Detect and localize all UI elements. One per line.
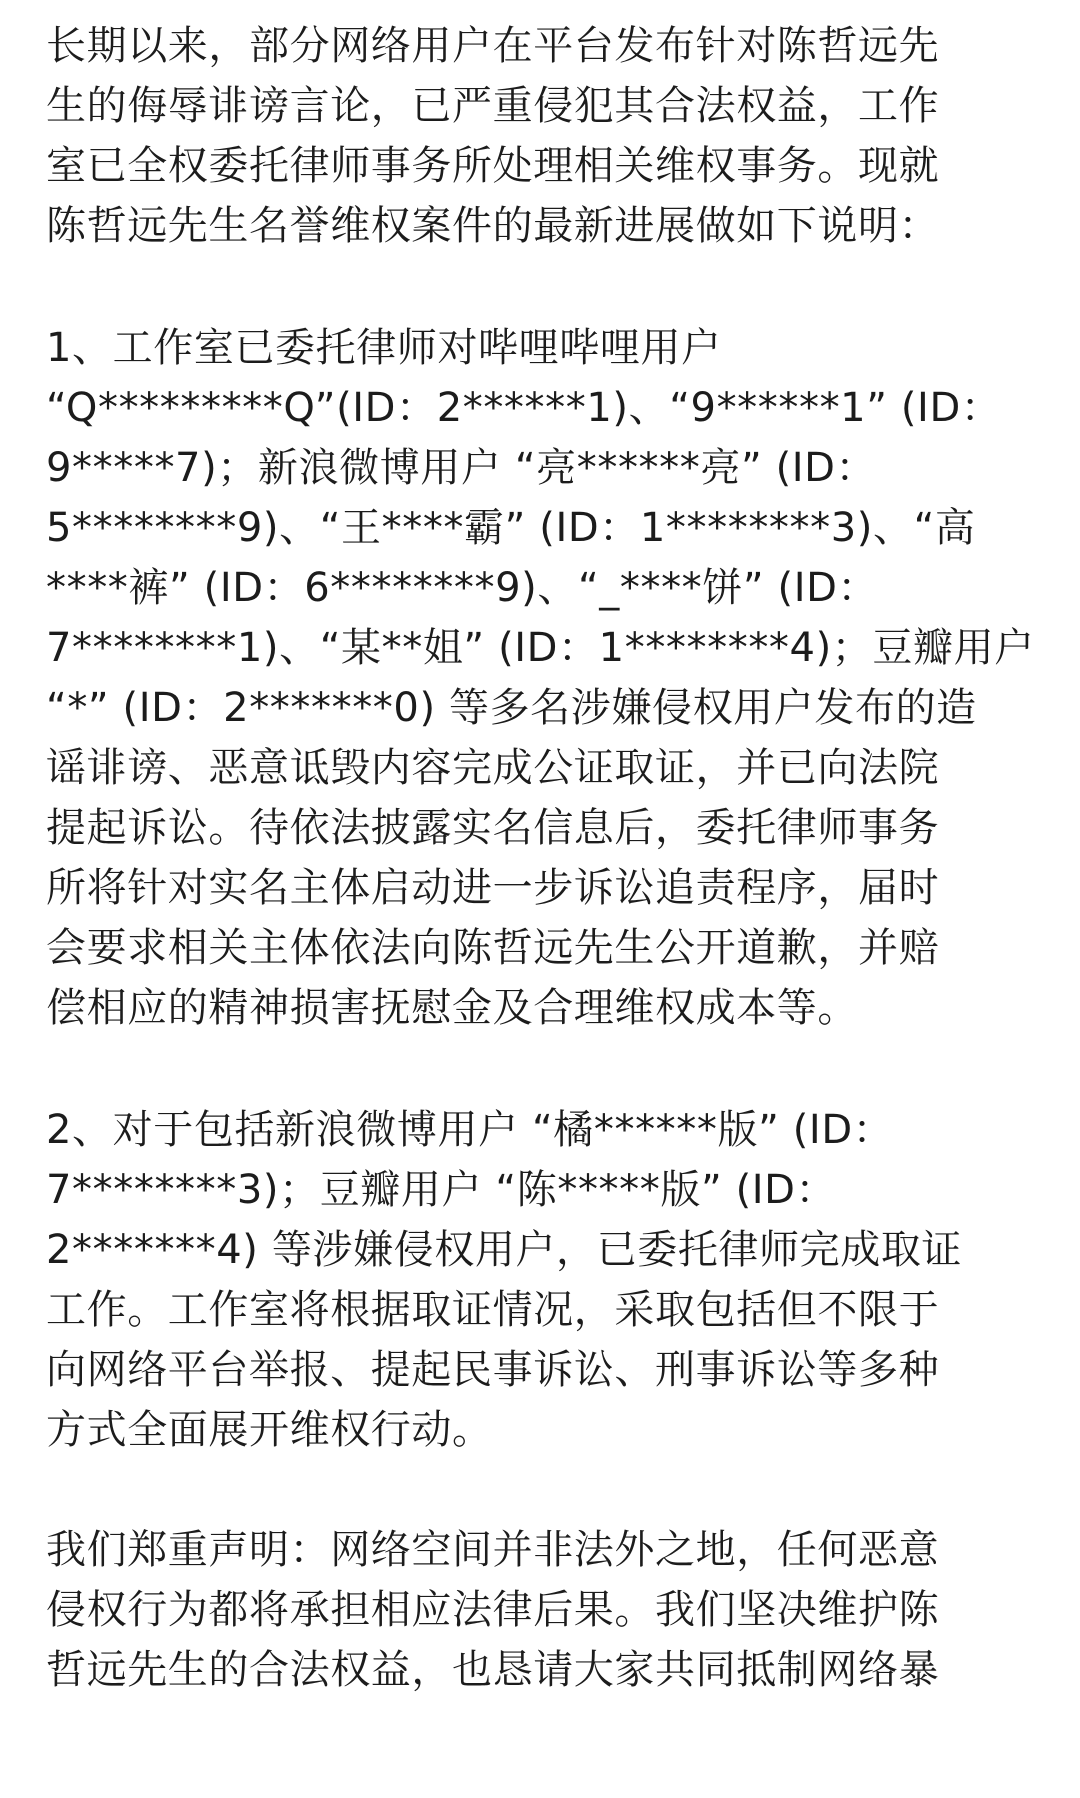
text-line: 所将针对实名主体启动进一步诉讼追责程序，届时 [46,865,940,911]
text-line: 生的侮辱诽谤言论，已严重侵犯其合法权益，工作 [46,83,940,129]
text-line: 向网络平台举报、提起民事诉讼、刑事诉讼等多种 [46,1347,940,1393]
text-line: 哲远先生的合法权益，也恳请大家共同抵制网络暴 [46,1647,940,1693]
statement-document [46,0,1046,1700]
text-line: 1、工作室已委托律师对哔哩哔哩用户 [46,325,722,371]
text-line: “*” (ID：2*******0) 等多名涉嫌侵权用户发布的造 [46,685,977,731]
text-line: 室已全权委托律师事务所处理相关维权事务。现就 [46,143,940,189]
text-line: 侵权行为都将承担相应法律后果。我们坚决维护陈 [46,1587,940,1633]
text-line: 工作。工作室将根据取证情况，采取包括但不限于 [46,1287,940,1333]
text-line: 2*******4) 等涉嫌侵权用户，已委托律师完成取证 [46,1227,963,1273]
text-line: 方式全面展开维权行动。 [46,1407,493,1453]
paragraph-gap [46,1038,1046,1100]
text-line: 会要求相关主体依法向陈哲远先生公开道歉，并赔 [46,925,940,971]
text-line: 长期以来，部分网络用户在平台发布针对陈哲远先 [46,23,940,69]
text-line: 5********9)、“王****霸” (ID：1********3)、“高 [46,505,976,551]
statement-paragraph [46,1520,1046,1700]
text-line: 陈哲远先生名誉维权案件的最新进展做如下说明： [46,203,940,249]
text-line: 我们郑重声明：网络空间并非法外之地，任何恶意 [46,1527,940,1573]
text-line: ****裤” (ID：6********9)、“_****饼” (ID： [46,565,879,611]
text-line: “Q*********Q”(ID：2******1)、“9******1” (ID： [46,385,1002,431]
text-line: 偿相应的精神损害抚慰金及合理维权成本等。 [46,985,858,1031]
text-line: 谣诽谤、恶意诋毁内容完成公证取证，并已向法院 [46,745,940,791]
section-1-paragraph [46,318,1046,1038]
paragraph-gap [46,256,1046,318]
text-line: 2、对于包括新浪微博用户 “橘******版” (ID： [46,1107,894,1153]
text-line: 7********1)、“某**姐” (ID：1********4)；豆瓣用户 [46,625,1035,671]
intro-paragraph [46,16,1046,256]
text-line: 9*****7)；新浪微博用户 “亮******亮” (ID： [46,445,877,491]
text-line: 7********3)；豆瓣用户 “陈*****版” (ID： [46,1167,837,1213]
paragraph-gap [46,1460,1046,1520]
section-2-paragraph [46,1100,1046,1460]
text-line: 提起诉讼。待依法披露实名信息后，委托律师事务 [46,805,940,851]
